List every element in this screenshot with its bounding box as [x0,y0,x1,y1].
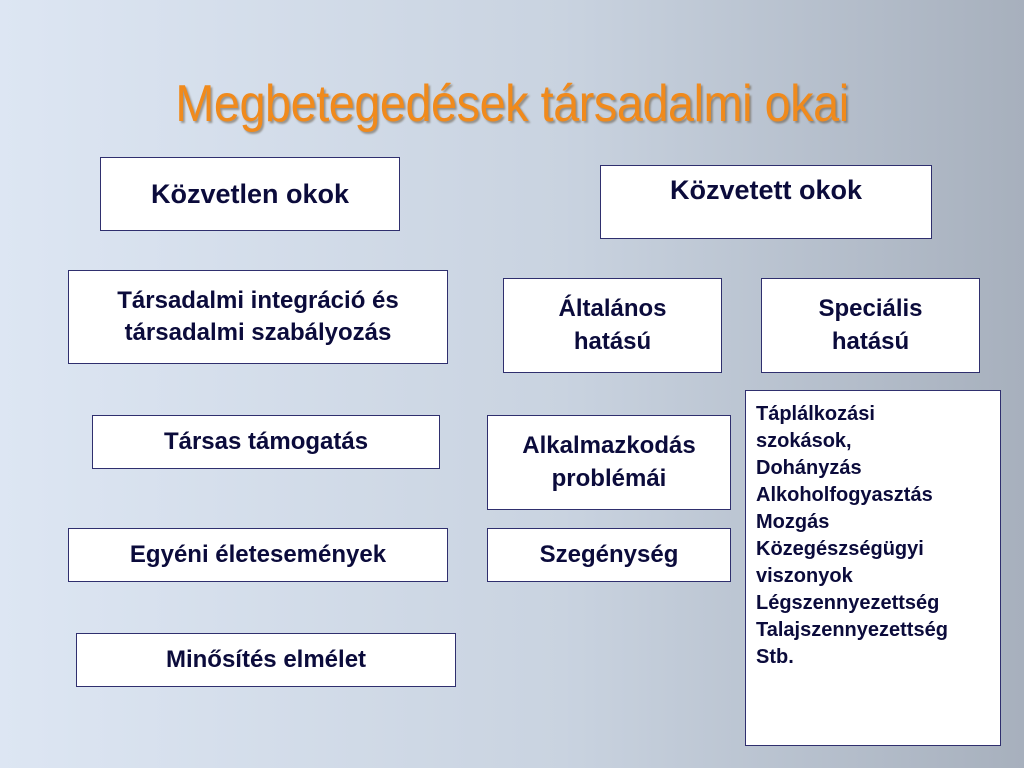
indirect-causes-heading [600,165,932,239]
adaptation-problems-box [487,415,731,510]
direct-causes-heading-text: Közvetlen okok [150,178,350,209]
list-item: szokások, [756,430,852,452]
life-events-text: Egyéni életesemények [129,540,387,568]
list-item: Alkoholfogyasztás [756,484,933,506]
special-effect-line-1: Speciális [818,295,923,323]
special-effect-line-2: hatású [831,327,910,355]
poverty-text: Szegénység [539,540,679,568]
slide-title: Megbetegedések társadalmi okai [175,75,849,133]
social-support-box [92,415,440,469]
list-item: Mozgás [756,511,830,533]
list-item: Táplálkozási [756,403,875,425]
labeling-theory-box [76,633,456,687]
life-events-box [68,528,448,582]
list-item: Talajszennyezettség [756,619,948,641]
general-effect-line-1: Általános [558,295,667,323]
adaptation-problems-line-1: Alkalmazkodás [522,432,696,460]
direct-causes-heading [100,157,400,231]
social-support-text: Társas támogatás [163,427,369,455]
labeling-theory-text: Minősítés elmélet [165,645,367,673]
list-item: Dohányzás [756,457,862,479]
special-factors-list [745,390,1001,746]
poverty-box [487,528,731,582]
social-integration-box [68,270,448,364]
special-effect-box [761,278,980,373]
list-item: Stb. [756,646,794,668]
list-item: Közegészségügyi [756,538,924,560]
social-integration-line-2: társadalmi szabályozás [124,319,392,346]
general-effect-box [503,278,722,373]
social-integration-line-1: Társadalmi integráció és [117,286,399,314]
general-effect-line-2: hatású [573,327,652,355]
list-item: viszonyok [756,565,853,587]
adaptation-problems-line-2: problémái [551,464,667,492]
indirect-causes-heading-text: Közvetett okok [669,175,863,205]
list-item: Légszennyezettség [756,592,940,614]
